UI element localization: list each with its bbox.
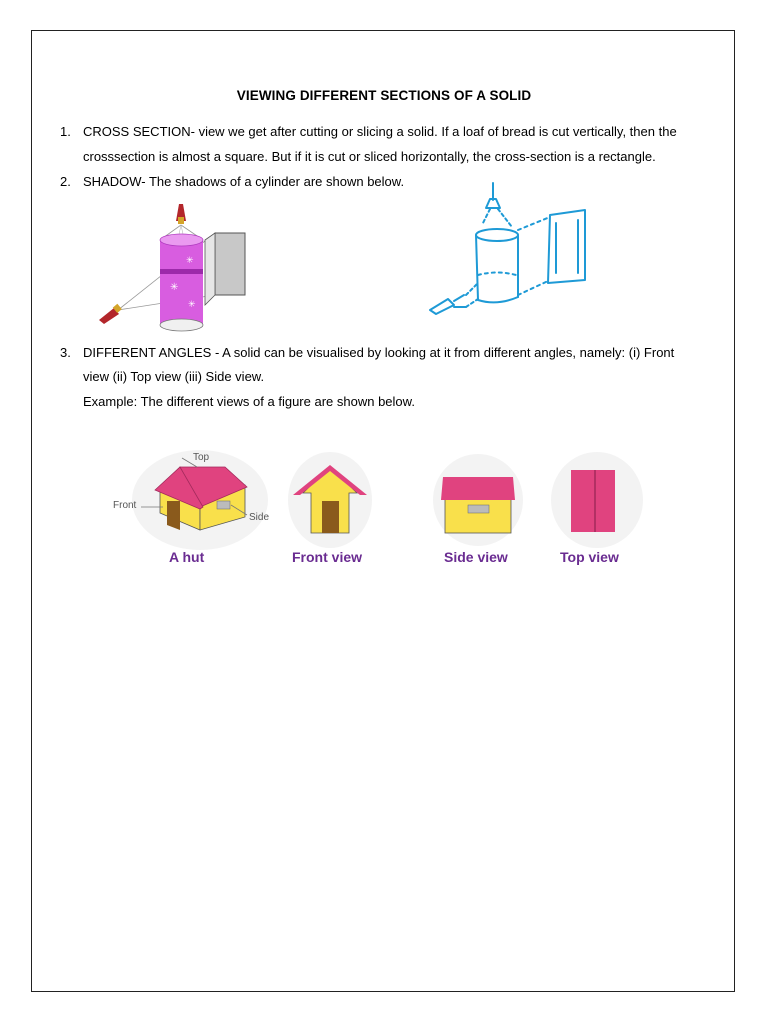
svg-text:✳: ✳ — [188, 300, 196, 310]
page-title: VIEWING DIFFERENT SECTIONS OF A SOLID — [236, 88, 532, 103]
cylinder-shadow-sketch — [420, 175, 600, 320]
svg-text:✳: ✳ — [186, 256, 194, 266]
item-number-3: 3. — [60, 345, 71, 360]
item-number-2: 2. — [60, 174, 71, 189]
svg-text:✳: ✳ — [170, 282, 179, 293]
caption-side-view: Side view — [444, 549, 508, 565]
cylinder-shadow-illustration — [90, 195, 260, 340]
item-1-line-1: CROSS SECTION- view we get after cutting or slicing a solid. If a loaf of bread is cut vertically, then the — [83, 124, 677, 139]
item-3-line-1: DIFFERENT ANGLES - A solid can be visualised by looking at it from different angles, namely: (i) Front — [83, 345, 675, 360]
item-number-1: 1. — [60, 124, 71, 139]
caption-a-hut: A hut — [169, 549, 205, 565]
hut-label-front: Front — [113, 500, 137, 511]
item-3-line-2: view (ii) Top view (iii) Side view. — [83, 369, 265, 384]
hut-label-side: Side — [249, 512, 270, 523]
caption-front-view: Front view — [292, 549, 363, 565]
item-2-line-1: SHADOW- The shadows of a cylinder are shown below. — [83, 174, 405, 189]
item-1-line-2: crosssection is almost a square. But if it is cut or sliced horizontally, the cross-section is a rectangle. — [83, 149, 656, 164]
hut-label-top: Top — [193, 452, 210, 463]
caption-top-view: Top view — [560, 549, 619, 565]
item-3-line-3: Example: The different views of a figure are shown below. — [83, 394, 415, 409]
